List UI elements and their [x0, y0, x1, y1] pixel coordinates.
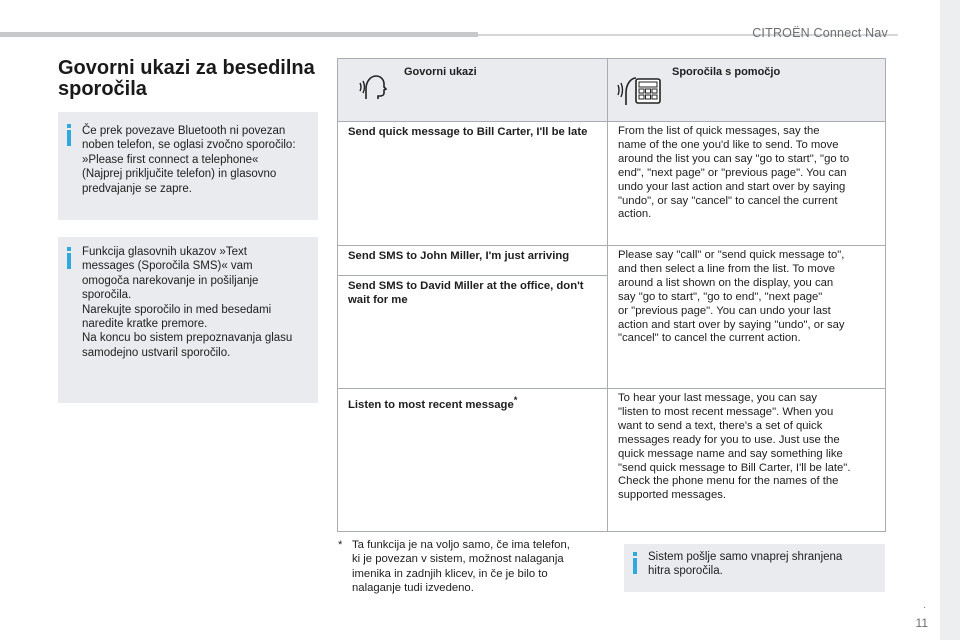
- column-header-label: Govorni ukazi: [404, 66, 477, 78]
- voice-commands-table: [337, 58, 886, 532]
- header-title: CITROËN Connect Nav: [752, 26, 888, 40]
- column-header-help: [608, 59, 886, 122]
- footnote-marker: *: [513, 394, 518, 405]
- footnote: [338, 538, 608, 595]
- voice-command-cell: Send quick message to Bill Carter, I'll be late: [338, 122, 608, 246]
- page-dot: .: [923, 600, 926, 611]
- header-rule: [0, 32, 478, 37]
- voice-message-icon: [616, 71, 664, 112]
- help-text: Please say "call" or "send quick message to", and then select a line from the list. To move around a list shown on the display, you can say "go to start", "go to end", "next page" or "previous page". You can undo your last action and start over by saying "undo", or say "cancel" to cancel the current action.: [618, 249, 845, 345]
- info-note-system: [624, 544, 885, 592]
- info-note-function: [58, 237, 318, 403]
- info-note-bluetooth: [58, 112, 318, 220]
- footnote-marker: *: [338, 539, 343, 551]
- info-icon: [64, 247, 74, 273]
- footnote-text: Ta funkcija je na voljo samo, če ima telefon, ki je povezan v sistem, možnost nalaganja imenika in zadnjih klicev, in če je bilo to nalaganje tudi izvedeno.: [352, 539, 570, 594]
- help-text: From the list of quick messages, say the name of the one you'd like to send. To move around the list you can say "go to start", "go to end", "next page" or "previous page". You can undo your last action and start over by saying "undo", or say "cancel" to cancel the current action.: [618, 125, 850, 221]
- voice-command-cell: [338, 389, 608, 532]
- help-text: To hear your last message, you can say "listen to most recent message". When you want to send a text, there's a set of quick messages ready for you to use. Just use the quick message name and say something like "send quick message to Bill Carter, I'll be late". Check the phone menu for the names of the supported messages.: [618, 392, 851, 502]
- column-header-commands: [338, 59, 608, 122]
- command-text: Listen to most recent message: [348, 398, 514, 411]
- voice-command-cell: Send SMS to David Miller at the office, don't wait for me: [338, 276, 608, 389]
- note-text: Če prek povezave Bluetooth ni povezan noben telefon, se oglasi zvočno sporočilo: »Please first connect a telephone« (Najprej priključite telefon) in glasovno predvajanje se zapre.: [82, 125, 296, 195]
- page-number: 11: [915, 616, 928, 630]
- table-row: [338, 389, 886, 532]
- table-row: [338, 122, 886, 246]
- page-title: Govorni ukazi za besedilna sporočila: [58, 57, 315, 100]
- note-text: Sistem pošlje samo vnaprej shranjena hitra sporočila.: [648, 551, 843, 578]
- voice-command-cell: Send SMS to John Miller, I'm just arriving: [338, 246, 608, 276]
- note-text: Funkcija glasovnih ukazov »Text messages (Sporočila SMS)« vam omogoča narekovanje in pošiljanje sporočila. Narekujte sporočilo in med besedami naredite kratke premore. Na koncu bo sistem prepoznavanja glasu samodejno ustvaril sporočilo.: [82, 246, 293, 359]
- help-message-cell: [608, 122, 886, 246]
- info-icon: [64, 124, 74, 150]
- page-edge-strip: [940, 0, 960, 640]
- help-message-cell: [608, 389, 886, 532]
- voice-command-icon: [358, 71, 388, 106]
- table-row: [338, 246, 886, 276]
- help-message-cell: [608, 246, 886, 389]
- column-header-label: Sporočila s pomočjo: [672, 66, 781, 78]
- info-icon: [630, 552, 640, 578]
